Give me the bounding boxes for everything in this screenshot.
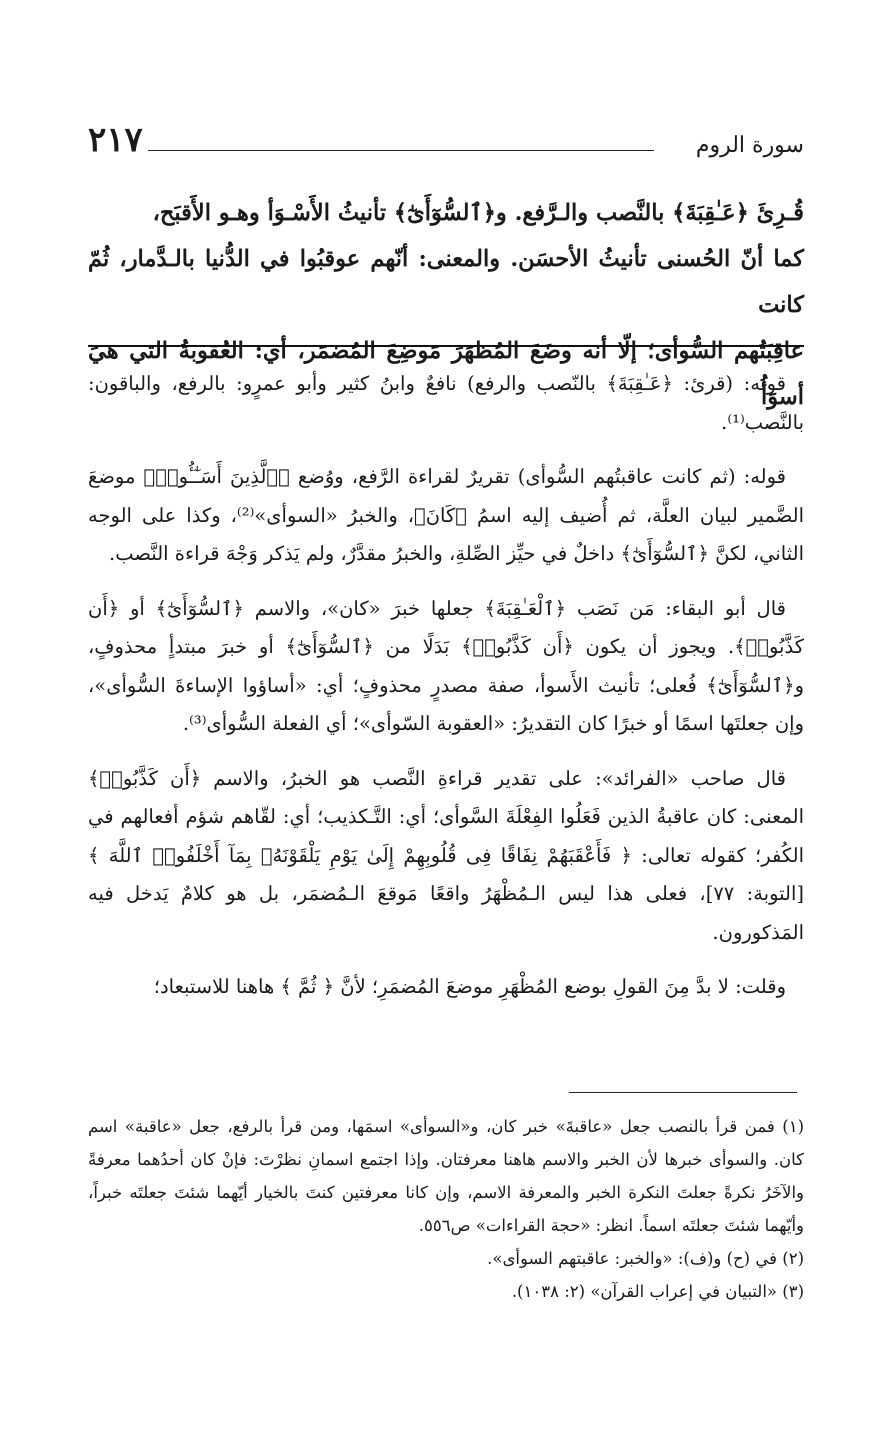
- commentary-paragraph: وقلت: لا بدَّ مِنَ القولِ بوضع المُظْهَرِ موضعَ المُضمَرِ؛ لأنَّ ﴿ ثُمَّ ﴾ هاهنا للاستبعاد؛: [153, 975, 786, 998]
- header-divider: [148, 150, 654, 151]
- footnotes-block: [88, 1110, 804, 1308]
- page-header: [88, 120, 804, 180]
- main-text-line: قُـرِئَ ﴿عَـٰقِبَةَ﴾ بالنَّصب والـرَّفع. و﴿ٱلسُّوٓأَىٰٓ﴾ تأنيثُ الأَسْـوَأ وهـو الأَقبَح،: [152, 200, 804, 226]
- commentary-paragraph: قوله: (قرئ: ﴿عَـٰقِبَةَ﴾ بالنّصب والرفع) نافعٌ وابنُ كثير وأبو عمرٍو: بالرفع، والباقون: بالنَّصب⁽¹⁾.: [88, 372, 804, 434]
- commentary-paragraph: قوله: (ثم كانت عاقبتُهم السُّوأى) تقريرٌ لقراءة الرَّفع، ووُضع ﴿ٱلَّذِينَ أَسَـٰٓـُٔوا۟﴾ موضعَ الضَّمير لبيان العلَّة، ثم أُضيف إليه اسمُ ﴿كَانَ﴾، والخبرُ «السوأى»⁽²⁾، وكذا على الوجه الثاني، لكنَّ ﴿ٱلسُّوٓأَىٰٓ﴾ داخلٌ في حيِّز الصِّلةِ، والخبرُ مقدَّرٌ، ولم يَذكر وَجْهَ قراءة النَّصب.: [88, 465, 804, 565]
- commentary-paragraph: قال أبو البقاء: مَن نَصَب ﴿ٱلْعَـٰقِبَةَ﴾ جعلها خبرَ «كان»، والاسم ﴿ٱلسُّوٓأَىٰٓ﴾ أو ﴿أَن كَذَّبُوا۟﴾. ويجوز أن يكون ﴿أَن كَذَّبُوا۟﴾ بَدَلًا من ﴿ٱلسُّوٓأَىٰٓ﴾ أو خبرَ مبتدأٍ محذوفٍ، و﴿ٱلسُّوٓأَىٰٓ﴾ فُعلى؛ تأنيث الأَسوأ، صفة مصدرٍ محذوفٍ؛ أي: «أساؤوا الإساءةَ السُّوأى»، وإن جعلتَها اسمًا أو خبرًا كان التقديرُ: «العقوبة السّوأى»؛ أي الفعلة السُّوأى⁽³⁾.: [88, 596, 804, 735]
- commentary-paragraph: قال صاحب «الفرائد»: على تقدير قراءةِ النَّصب هو الخبرُ، والاسم ﴿أَن كَذَّبُوا۟﴾ المعنى: كان عاقبةُ الذين فَعَلُوا الفِعْلَةَ السَّوأى؛ أي: التَّـكذيب؛ أي: لقّاهم شؤم أفعالهم في الكُفر؛ كقوله تعالى: ﴿ فَأَعْقَبَهُمْ نِفَاقًا فِى قُلُوبِهِمْ إِلَىٰ يَوْمِ يَلْقَوْنَهُۥ بِمَآ أَخْلَفُوا۟ ٱللَّهَ ﴾[التوبة: ٧٧]، فعلى هذا ليس الـمُظْهَرُ واقعًا مَوقعَ الـمُضمَر، بل هو كلامٌ يَدخل فيه المَذكورون.: [88, 766, 804, 944]
- footnote-divider: [569, 1092, 797, 1093]
- main-text-divider: [88, 345, 804, 347]
- surah-title: سورة الروم: [695, 133, 804, 158]
- footnote: (١) فمن قرأ بالنصب جعل «عاقبةَ» خبر كان، و«السوأى» اسمَها، ومن قرأ بالرفع، جعل «عاقبة» اسم كان. والسوأى خبرها لأن الخبر والاسم هاهنا معرفتان. وإذا اجتمع اسمانِ نظرْتَ: فإنْ كان أحدُهما معرفةً والآخَرُ نكرةً جعلتَ النكرة الخبر والمعرفة الاسم، وإن كانا معرفتين كنتَ بالخيار أيّهما شئتَ جعلتَه خبراً، وأيّهما شئتَ جعلتَه اسماً. انظر: «حجة القراءات» ص٥٥٦.: [88, 1117, 804, 1235]
- page-number: ٢١٧: [88, 120, 143, 160]
- footnote: (٣) «التبيان في إعراب القرآن» (٢: ١٠٣٨).: [511, 1282, 804, 1301]
- commentary-block: [88, 365, 804, 1007]
- main-text-line: عاقِبَتُهم السُّوأى؛ إلّا أنه وضَعَ المُظهَرَ مَوضِعَ المُضمَر، أي: العُقوبةُ التي هيَ أسوَأُ: [88, 338, 804, 410]
- footnote: (٢) في (ح) و(ف): «والخبر: عاقبتهم السوأى».: [487, 1249, 804, 1268]
- main-text-line: كما أنّ الحُسنى تأنيثُ الأحسَن. والمعنى: أنّهم عوقبُوا في الدُّنيا بالـدَّمار، ثُمّ كانت: [88, 246, 804, 318]
